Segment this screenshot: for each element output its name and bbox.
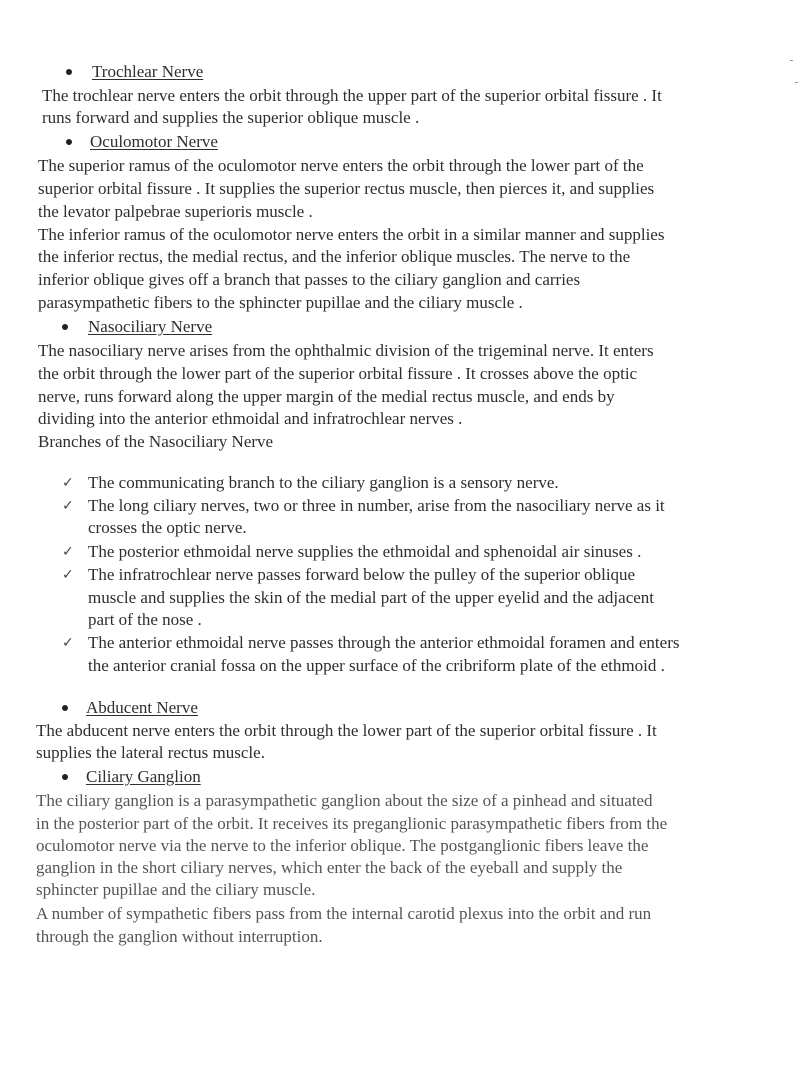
paragraph-line: The ciliary ganglion is a parasympathetic ganglion about the size of a pinhead and situated <box>36 791 653 810</box>
section-heading-nasociliary: Nasociliary Nerve <box>88 317 213 336</box>
branch-item-line: The communicating branch to the ciliary ganglion is a sensory nerve. <box>88 473 559 492</box>
paragraph-line: in the posterior part of the orbit. It receives its preganglionic parasympathetic fibers from the <box>36 814 668 833</box>
check-mark-icon: ✓ <box>62 567 74 583</box>
paragraph-line: The superior ramus of the oculomotor nerve enters the orbit through the lower part of the <box>38 156 644 175</box>
paragraph-line: supplies the lateral rectus muscle. <box>36 743 265 762</box>
branch-item-line: The anterior ethmoidal nerve passes through the anterior ethmoidal foramen and enters <box>88 633 680 652</box>
section-heading-oculomotor: Oculomotor Nerve <box>90 132 218 151</box>
paragraph-line: The inferior ramus of the oculomotor nerve enters the orbit in a similar manner and supplies <box>38 225 665 244</box>
paragraph-line: A number of sympathetic fibers pass from the internal carotid plexus into the orbit and run <box>36 904 652 923</box>
paragraph-line: superior orbital fissure . It supplies the superior rectus muscle, then pierces it, and supplies <box>38 179 655 198</box>
branch-item-line: part of the nose . <box>88 610 202 629</box>
paragraph-line: oculomotor nerve via the nerve to the inferior oblique. The postganglionic fibers leave the <box>36 836 649 855</box>
branch-item-line: crosses the optic nerve. <box>88 518 247 537</box>
paragraph-line: The abducent nerve enters the orbit through the lower part of the superior orbital fissure . It <box>36 721 657 740</box>
section-heading-trochlear: Trochlear Nerve <box>92 62 204 81</box>
branches-title: Branches of the Nasociliary Nerve <box>38 432 274 451</box>
scan-speck <box>795 82 798 83</box>
bullet-dot-icon <box>62 705 68 711</box>
paragraph-line: inferior oblique gives off a branch that passes to the ciliary ganglion and carries <box>38 270 581 289</box>
branch-item-line: The posterior ethmoidal nerve supplies the ethmoidal and sphenoidal air sinuses . <box>88 542 642 561</box>
scan-speck <box>790 60 793 61</box>
branch-item-line: The infratrochlear nerve passes forward below the pulley of the superior oblique <box>88 565 636 584</box>
branch-item-line: The long ciliary nerves, two or three in number, arise from the nasociliary nerve as it <box>88 496 665 515</box>
paragraph-line: nerve, runs forward along the upper margin of the medial rectus muscle, and ends by <box>38 387 615 406</box>
bullet-dot-icon <box>66 69 72 75</box>
section-heading-abducent: Abducent Nerve <box>86 698 198 717</box>
check-mark-icon: ✓ <box>62 475 74 491</box>
branch-item-line: the anterior cranial fossa on the upper surface of the cribriform plate of the ethmoid . <box>88 656 665 675</box>
paragraph-line: dividing into the anterior ethmoidal and infratrochlear nerves . <box>38 409 463 428</box>
check-mark-icon: ✓ <box>62 635 74 651</box>
paragraph-line: ganglion in the short ciliary nerves, which enter the back of the eyeball and supply the <box>36 858 623 877</box>
paragraph-line: The nasociliary nerve arises from the ophthalmic division of the trigeminal nerve. It enters <box>38 341 654 360</box>
paragraph-line: the levator palpebrae superioris muscle . <box>38 202 313 221</box>
branch-item-line: muscle and supplies the skin of the medial part of the upper eyelid and the adjacent <box>88 588 655 607</box>
bullet-dot-icon <box>62 774 68 780</box>
paragraph-line: the orbit through the lower part of the superior orbital fissure . It crosses above the optic <box>38 364 638 383</box>
bullet-dot-icon <box>62 324 68 330</box>
paragraph-line: the inferior rectus, the medial rectus, and the inferior oblique muscles. The nerve to the <box>38 247 631 266</box>
paragraph-line: The trochlear nerve enters the orbit through the upper part of the superior orbital fissure . It <box>42 86 662 105</box>
paragraph-line: parasympathetic fibers to the sphincter pupillae and the ciliary muscle . <box>38 293 523 312</box>
section-heading-ciliary-ganglion: Ciliary Ganglion <box>86 767 201 786</box>
paragraph-line: runs forward and supplies the superior oblique muscle . <box>42 108 420 127</box>
check-mark-icon: ✓ <box>62 544 74 560</box>
check-mark-icon: ✓ <box>62 498 74 514</box>
paragraph-line: through the ganglion without interruption. <box>36 927 323 946</box>
paragraph-line: sphincter pupillae and the ciliary muscle. <box>36 880 316 899</box>
bullet-dot-icon <box>66 139 72 145</box>
